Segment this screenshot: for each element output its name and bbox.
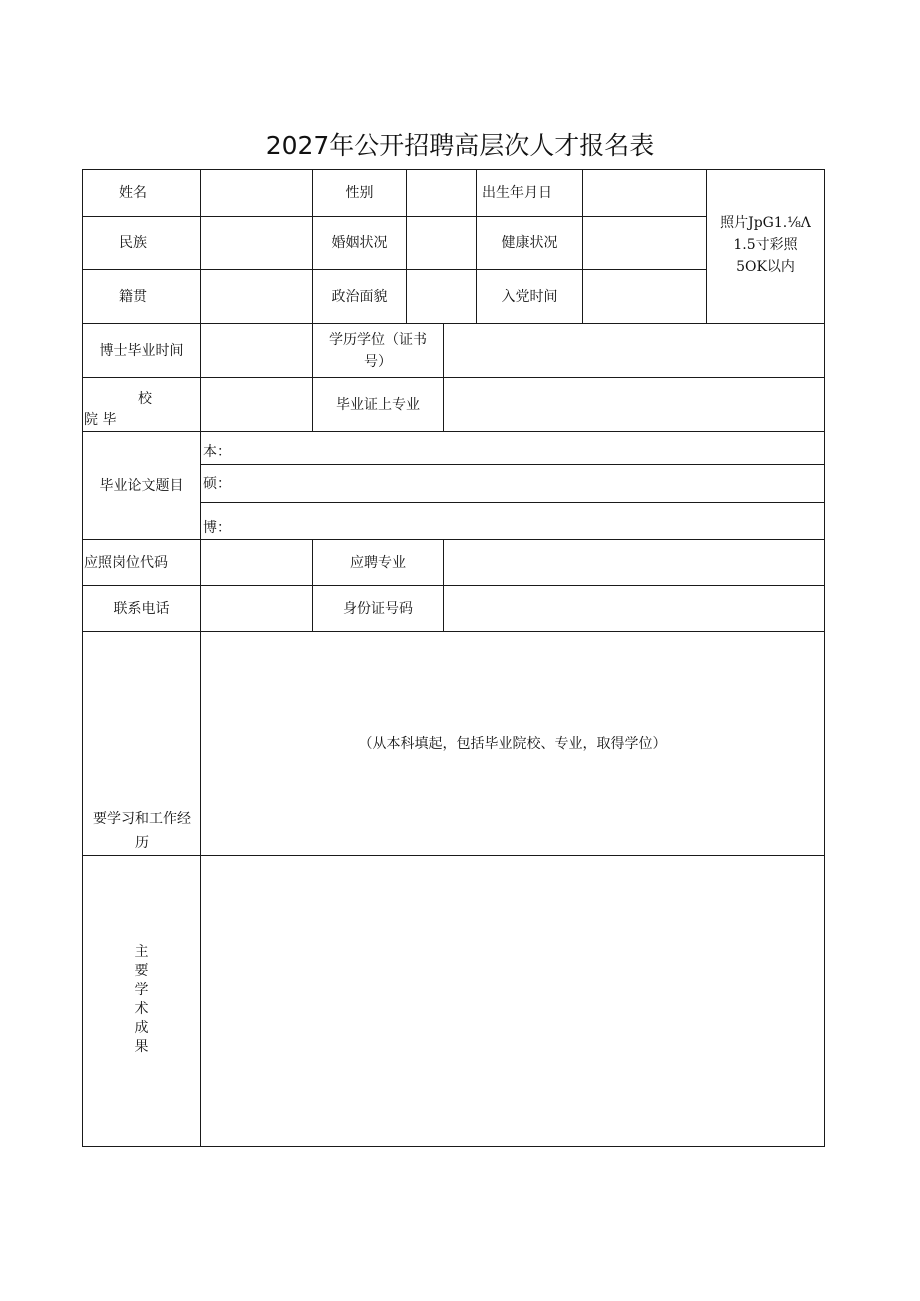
- party-join-date-field[interactable]: [583, 270, 706, 323]
- thesis-bachelor-field[interactable]: 本：: [203, 444, 231, 460]
- birth-date-label: 出生年月日: [482, 185, 552, 201]
- ethnicity-field[interactable]: [201, 217, 312, 269]
- native-place-field[interactable]: [201, 270, 312, 323]
- experience-field[interactable]: [201, 760, 824, 850]
- name-field[interactable]: [201, 170, 312, 216]
- graduation-school-label-bottom: 院 毕: [84, 412, 117, 428]
- party-join-date-label: 入党时间: [501, 288, 558, 305]
- form-title: 2027年公开招聘高层次人才报名表: [265, 131, 655, 160]
- phd-graduation-date-field[interactable]: [201, 324, 312, 377]
- row-line: [200, 464, 825, 465]
- gender-field[interactable]: [407, 170, 476, 216]
- table-border-right: [824, 169, 825, 1147]
- political-status-field[interactable]: [407, 270, 476, 323]
- position-code-field[interactable]: [201, 540, 312, 585]
- degree-certificate-label: 学历学位（证书 号）: [329, 331, 427, 370]
- thesis-title-label: 毕业论文题目: [99, 477, 184, 494]
- graduation-school-label-top: 校: [138, 391, 152, 407]
- marital-status-field[interactable]: [407, 217, 476, 269]
- phone-field[interactable]: [201, 586, 312, 631]
- phone-label: 联系电话: [113, 600, 170, 617]
- major-on-diploma-label: 毕业证上专业: [336, 396, 420, 413]
- thesis-master-field[interactable]: 硕：: [203, 476, 231, 492]
- health-status-field[interactable]: [583, 217, 706, 269]
- graduation-school-field[interactable]: [201, 378, 312, 431]
- political-status-label: 政治面貌: [331, 288, 388, 305]
- applied-major-label: 应聘专业: [350, 554, 406, 571]
- id-number-field[interactable]: [444, 586, 824, 631]
- position-code-label: 应照岗位代码: [84, 554, 168, 571]
- marital-status-label: 婚姻状况: [331, 235, 388, 251]
- degree-certificate-field[interactable]: [444, 324, 824, 377]
- native-place-label: 籍贯: [119, 288, 147, 305]
- experience-label-line2: 历: [135, 835, 149, 851]
- birth-date-field[interactable]: [583, 170, 706, 216]
- achievements-label: 主 要 学 术 成 果: [134, 944, 149, 1055]
- row-line: [200, 502, 825, 503]
- experience-label-line1: 要学习和工作经: [93, 811, 191, 827]
- id-number-label: 身份证号码: [343, 600, 413, 617]
- achievements-field[interactable]: [201, 856, 824, 1146]
- phd-graduation-date-label: 博士毕业时间: [99, 342, 184, 359]
- major-on-diploma-field[interactable]: [444, 378, 824, 431]
- row-line: [82, 631, 825, 632]
- applied-major-field[interactable]: [444, 540, 824, 585]
- gender-label: 性别: [345, 185, 374, 201]
- thesis-phd-field[interactable]: 博：: [203, 520, 231, 536]
- photo-area[interactable]: 照片JpG1.⅛Λ 1.5寸彩照 5OK以内: [720, 215, 811, 275]
- ethnicity-label: 民族: [119, 235, 147, 251]
- health-status-label: 健康状况: [501, 235, 558, 251]
- name-label: 姓名: [119, 185, 147, 201]
- experience-hint: （从本科填起，包括毕业院校、专业，取得学位）: [358, 736, 667, 752]
- table-border-bottom: [82, 1146, 825, 1147]
